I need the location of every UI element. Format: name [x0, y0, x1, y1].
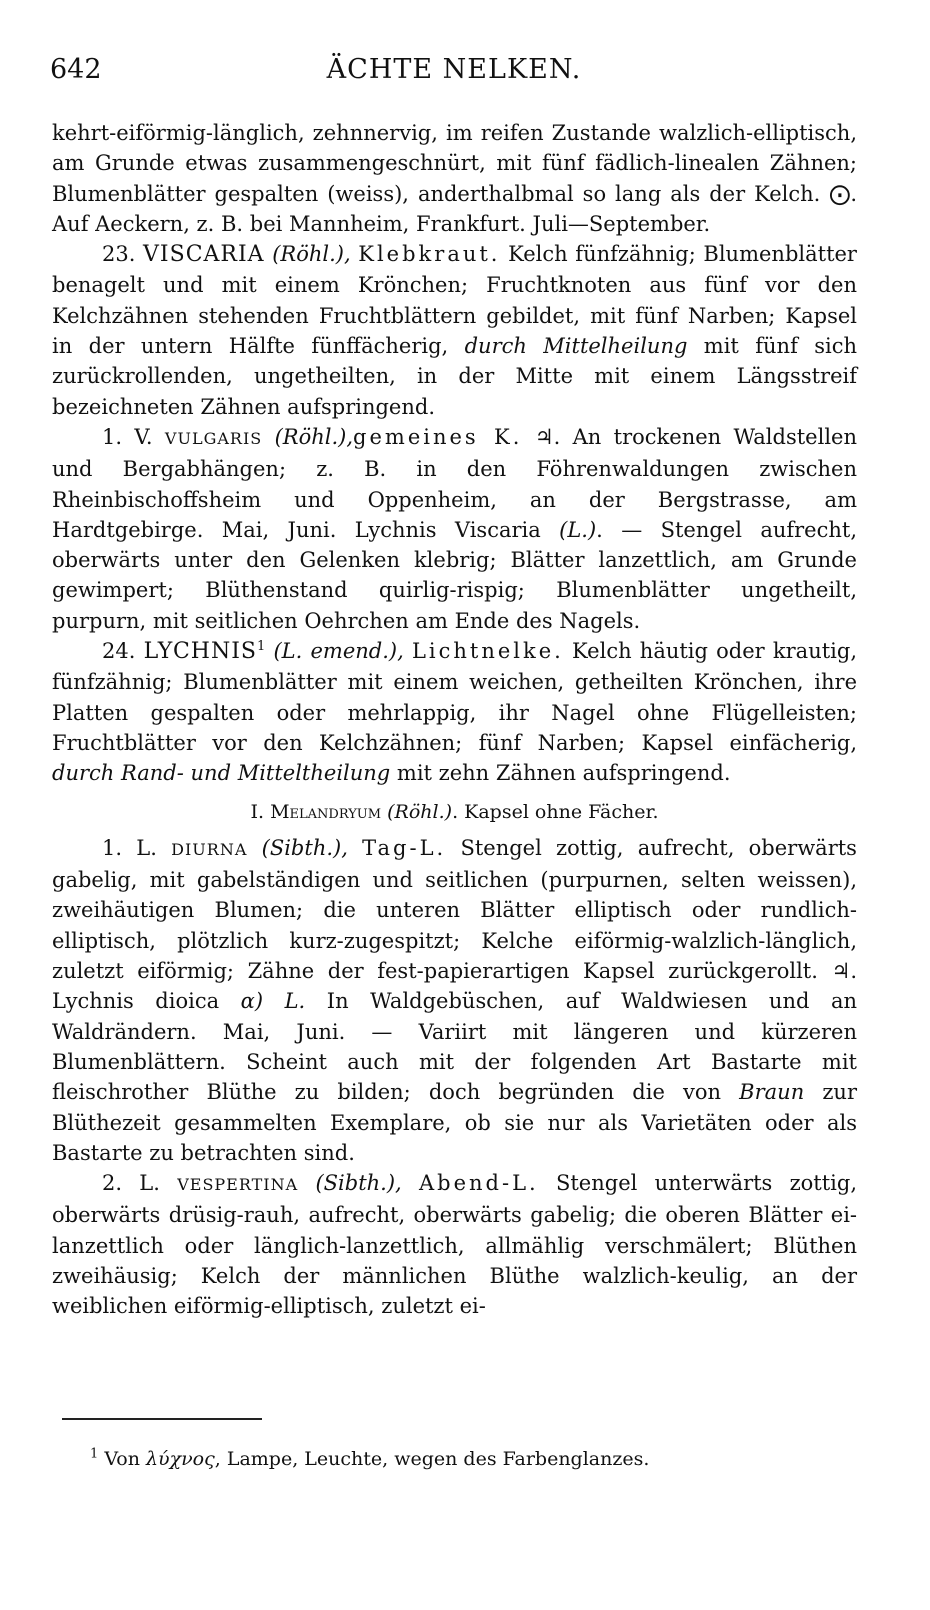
greek-word: λύχνος	[146, 1448, 215, 1470]
common-name: Klebkraut.	[358, 242, 501, 267]
author-citation: (Röhl.)	[387, 800, 453, 823]
page-body	[52, 118, 857, 1322]
description-text: Stengel unterwärts zottig, oberwärts drüsig-rauh, aufrecht, oberwärts gabelig; die oberen Blätter ei-lanzettlich oder länglich-lanzettlich, allmählig verschmälert; Blüthen zweihäusig; Kelch der männlichen Blüthe walzlich-keulig, an der weiblichen eiförmig-elliptisch, zuletzt ei-	[52, 1171, 858, 1319]
description-text: ♃. An trockenen Waldstellen und Bergabhängen; z. B. in den Föhrenwaldungen zwischen Rheinbischoffsheim und Oppenheim, an der Bergstrasse, am Hardtgebirge. Mai, Juni. Lychnis Viscaria	[52, 424, 857, 542]
description-text: zur Blüthezeit gesammelten Exemplare, ob sie nur als Varietäten oder als Bastarte zu betrachten sind.	[52, 1080, 857, 1165]
description-text: In Waldgebüschen, auf Waldwiesen und an Waldrändern. Mai, Juni. — Variirt mit längeren und kürzeren Blumenblättern. Scheint auch mit der folgenden Art Bastarte mit fleischrother Blüthe zu bilden; doch begründen die von	[52, 989, 858, 1105]
description-text: . — Stengel aufrecht, oberwärts unter den Gelenken klebrig; Blätter lanzettlich, am Grunde gewimpert; Blüthenstand quirlig-rispig; Blumenblätter ungetheilt, purpurn, mit seitlichen Oehrchen am Ende des Nagels.	[52, 517, 857, 633]
common-name: Lichtnelke.	[411, 639, 564, 664]
page-number: 642	[50, 54, 102, 85]
common-name: Tag-L.	[362, 835, 447, 860]
species-entry-vulgaris	[52, 422, 857, 636]
genus-name: LYCHNIS	[143, 639, 257, 665]
species-name: VESPERTINA	[177, 1175, 299, 1195]
description-text: mit zehn Zähnen aufspringend.	[390, 761, 731, 786]
description-text: Kelch fünfzähnig; Blumenblätter benagelt und mit einem Krönchen; Fruchtknoten aus fünf vor den Kelchzähnen stehenden Fruchtblättern gebildet, mit fünf Narben; Kapsel in der untern Hälfte fünffächerig,	[52, 242, 857, 359]
genus-entry-viscaria	[52, 239, 857, 422]
person-name: Braun	[739, 1080, 805, 1105]
subsection-number: I.	[250, 800, 265, 823]
paragraph-text: kehrt-eiförmig-länglich, zehnnervig, im reifen Zustande walzlich-elliptisch, am Grunde etwas zusammengeschnürt, mit fünf fädlich-linealen Zähnen; Blumenblätter gespalten (weiss), anderthalbmal so lang als der Kelch. ⨀. Auf Aeckern, z. B. bei Mannheim, Frankfurt. Juli—September.	[52, 121, 857, 236]
description-text: Stengel zottig, aufrecht, oberwärts gabelig, mit gabelständigen und seitlichen (purpurnen, selten weissen), zweihäutigen Blumen; die unteren Blätter elliptisch oder rundlich-elliptisch, plötzlich kurz-zugespitzt; Kelche eiförmig-walzlich-länglich, zuletzt eiförmig; Zähne der fest-papierartigen Kapsel zurückgerollt. ♃. Lychnis dioica	[52, 835, 857, 1014]
author-citation: (L. emend.),	[273, 639, 404, 664]
species-number: 2. L.	[102, 1171, 160, 1196]
species-name: DIURNA	[171, 839, 248, 859]
genus-entry-lychnis	[52, 636, 857, 788]
species-entry-diurna	[52, 833, 857, 1168]
species-number: 1. V.	[102, 424, 153, 449]
genus-number: 23.	[102, 242, 136, 267]
variety-marker: α)	[240, 989, 264, 1014]
author-citation: (Röhl.),	[274, 424, 354, 449]
description-text: mit fünf sich zurückrollenden, ungetheilten, in der Mitte mit einem Längsstreif bezeichneten Zähnen aufspringend.	[52, 334, 858, 419]
common-name: Abend-L.	[418, 1171, 539, 1196]
author-citation: (L.)	[559, 517, 597, 542]
footnote-text: Von	[98, 1448, 147, 1470]
subsection-name: Melandryum	[270, 800, 382, 823]
description-text: Kelch häutig oder krautig, fünfzähnig; Blumenblätter mit einem weichen, getheilten Krönchen, ihre Platten gespalten oder mehrlappig, ihr Nagel ohne Flügelleisten; Fruchtblätter vor den Kelchzähnen; fünf Narben; Kapsel einfächerig,	[52, 639, 857, 755]
species-number: 1. L.	[102, 835, 157, 860]
footnote-marker: 1	[256, 639, 266, 655]
footnote-marker: 1	[90, 1446, 99, 1462]
emphasis-text: durch Mittelheilung	[464, 334, 688, 359]
author-citation: (Sibth.),	[315, 1171, 402, 1196]
footnote	[90, 1445, 850, 1473]
genus-number: 24.	[102, 639, 136, 664]
subsection-heading	[52, 797, 857, 827]
author-citation: (Röhl.),	[272, 242, 351, 267]
footnote-text: , Lampe, Leuchte, wegen des Farbenglanzes.	[214, 1448, 650, 1470]
common-name: gemeines K.	[353, 424, 523, 449]
genus-name: VISCARIA	[143, 242, 265, 268]
paragraph-continuation	[52, 118, 857, 239]
page-header	[50, 52, 858, 92]
author-citation: L.	[263, 989, 306, 1014]
footnote-rule	[62, 1418, 262, 1420]
author-citation: (Sibth.),	[261, 835, 348, 860]
running-title: ÄCHTE NELKEN.	[326, 54, 582, 85]
emphasis-text: durch Rand- und Mitteltheilung	[52, 761, 391, 786]
species-entry-vespertina	[52, 1168, 857, 1321]
species-name: VULGARIS	[164, 428, 263, 448]
subsection-text: . Kapsel ohne Fächer.	[452, 800, 659, 823]
